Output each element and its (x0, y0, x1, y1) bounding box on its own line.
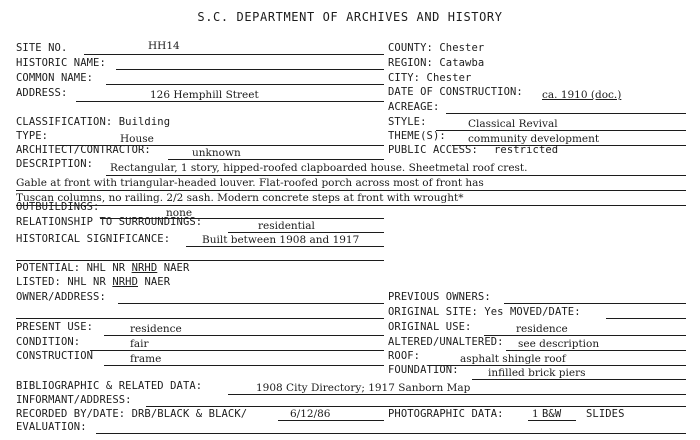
historic-name-label: HISTORIC NAME: (16, 57, 106, 69)
moved-date-line (606, 318, 686, 319)
theme-value: community development (468, 133, 600, 145)
owner-label: OWNER/ADDRESS: (16, 291, 106, 303)
condition-label: CONDITION: (16, 336, 81, 348)
theme-label: THEME(S): (388, 130, 446, 142)
public-access-label: PUBLIC ACCESS: (388, 144, 478, 156)
architect-value: unknown (192, 147, 241, 159)
type-value: House (120, 133, 154, 145)
roof-value: asphalt shingle roof (460, 353, 566, 365)
architect-label: ARCHITECT/CONTRACTOR: (16, 144, 151, 156)
acreage-line (446, 113, 686, 114)
address-value: 126 Hemphill Street (150, 89, 259, 101)
altered-line (506, 350, 686, 351)
potential-row (16, 262, 189, 274)
informant-label: INFORMANT/ADDRESS: (16, 394, 132, 406)
present-use-line (104, 335, 384, 336)
outbuildings-label: OUTBUILDINGS: (16, 201, 100, 213)
significance-line-2 (16, 260, 384, 261)
condition-value: fair (130, 338, 149, 350)
address-line (76, 101, 384, 102)
listed-naer: NAER (144, 276, 171, 288)
recorded-line (278, 420, 384, 421)
description-rule-3 (16, 205, 686, 206)
historic-name-line (116, 69, 384, 70)
foundation-value: infilled brick piers (488, 367, 586, 379)
listed-row (16, 276, 170, 288)
owner-line-2 (16, 318, 384, 319)
roof-line (428, 365, 686, 366)
potential-label: POTENTIAL: NHL NR (16, 262, 126, 274)
outbuildings-value: none (166, 207, 193, 219)
acreage-label: ACREAGE: (388, 101, 440, 113)
classification-label: CLASSIFICATION: Building (16, 116, 171, 128)
foundation-label: FOUNDATION: (388, 364, 459, 376)
condition-line (90, 350, 384, 351)
relationship-value: residential (258, 220, 315, 232)
site-no-line (84, 54, 384, 55)
county-label: COUNTY: Chester (388, 42, 485, 54)
evaluation-line (96, 433, 686, 434)
form-title: S.C. DEPARTMENT OF ARCHIVES AND HISTORY (197, 10, 503, 24)
biblio-line (228, 394, 686, 395)
address-label: ADDRESS: (16, 87, 68, 99)
site-no-label: SITE NO. (16, 42, 68, 54)
construction-line (104, 365, 384, 366)
type-label: TYPE: (16, 130, 49, 142)
significance-label: HISTORICAL SIGNIFICANCE: (16, 233, 171, 245)
description-label: DESCRIPTION: (16, 158, 94, 170)
description-line-3: Tuscan columns, no railing. 2/2 sash. Modern concrete steps at front with wrought* (16, 192, 464, 204)
biblio-label: BIBLIOGRAPHIC & RELATED DATA: (16, 380, 203, 392)
style-label: STYLE: (388, 116, 427, 128)
region-label: REGION: Catawba (388, 57, 485, 69)
photo-slides: SLIDES (586, 408, 625, 420)
date-label: DATE OF CONSTRUCTION: (388, 86, 523, 98)
present-use-value: residence (130, 323, 182, 335)
present-use-label: PRESENT USE: (16, 321, 94, 333)
recorded-date: 6/12/86 (290, 408, 331, 420)
construction-value: frame (130, 353, 162, 365)
photo-bw: B&W (542, 408, 562, 420)
altered-value: see description (518, 338, 600, 350)
original-use-label: ORIGINAL USE: (388, 321, 472, 333)
evaluation-label: EVALUATION: (16, 421, 87, 433)
owner-line (118, 303, 384, 304)
original-use-line (484, 335, 686, 336)
significance-value: Built between 1908 and 1917 (202, 234, 360, 246)
city-label: CITY: Chester (388, 72, 472, 84)
relationship-label: RELATIONSHIP TO SURROUNDINGS: (16, 216, 203, 228)
listed-label: LISTED: NHL NR (16, 276, 106, 288)
site-no-value: HH14 (148, 40, 180, 52)
informant-line (146, 406, 686, 407)
construction-label: CONSTRUCTION (16, 350, 94, 362)
altered-label: ALTERED/UNALTERED: (388, 336, 504, 348)
potential-naer: NAER (163, 262, 190, 274)
description-line-1: Rectangular, 1 story, hipped-roofed clapboarded house. Sheetmetal roof crest. (110, 162, 528, 174)
original-use-value: residence (516, 323, 568, 335)
photo-line (528, 420, 576, 421)
photo-count: 1 (532, 408, 539, 420)
theme-line (452, 145, 686, 146)
roof-label: ROOF: (388, 350, 421, 362)
previous-owners-label: PREVIOUS OWNERS: (388, 291, 491, 303)
foundation-line (472, 379, 686, 380)
listed-nrhd: NRHD (112, 276, 139, 288)
common-name-line (106, 84, 384, 85)
common-name-label: COMMON NAME: (16, 72, 94, 84)
style-line (436, 130, 686, 131)
date-value: ca. 1910 (doc.) (542, 89, 622, 101)
biblio-value: 1908 City Directory; 1917 Sanborn Map (256, 382, 471, 394)
description-line-2: Gable at front with triangular-headed louver. Flat-roofed porch across most of front has (16, 177, 484, 189)
public-access-value: restricted (494, 144, 559, 156)
architect-line (168, 159, 384, 160)
style-value: Classical Revival (468, 118, 558, 130)
original-site-label: ORIGINAL SITE: Yes MOVED/DATE: (388, 306, 581, 318)
recorded-label: RECORDED BY/DATE: DRB/BLACK & BLACK/ (16, 408, 248, 420)
potential-nrhd: NRHD (131, 262, 158, 274)
relationship-line (228, 232, 384, 233)
previous-owners-line (504, 303, 686, 304)
significance-line (186, 246, 384, 247)
photo-label: PHOTOGRAPHIC DATA: (388, 408, 504, 420)
